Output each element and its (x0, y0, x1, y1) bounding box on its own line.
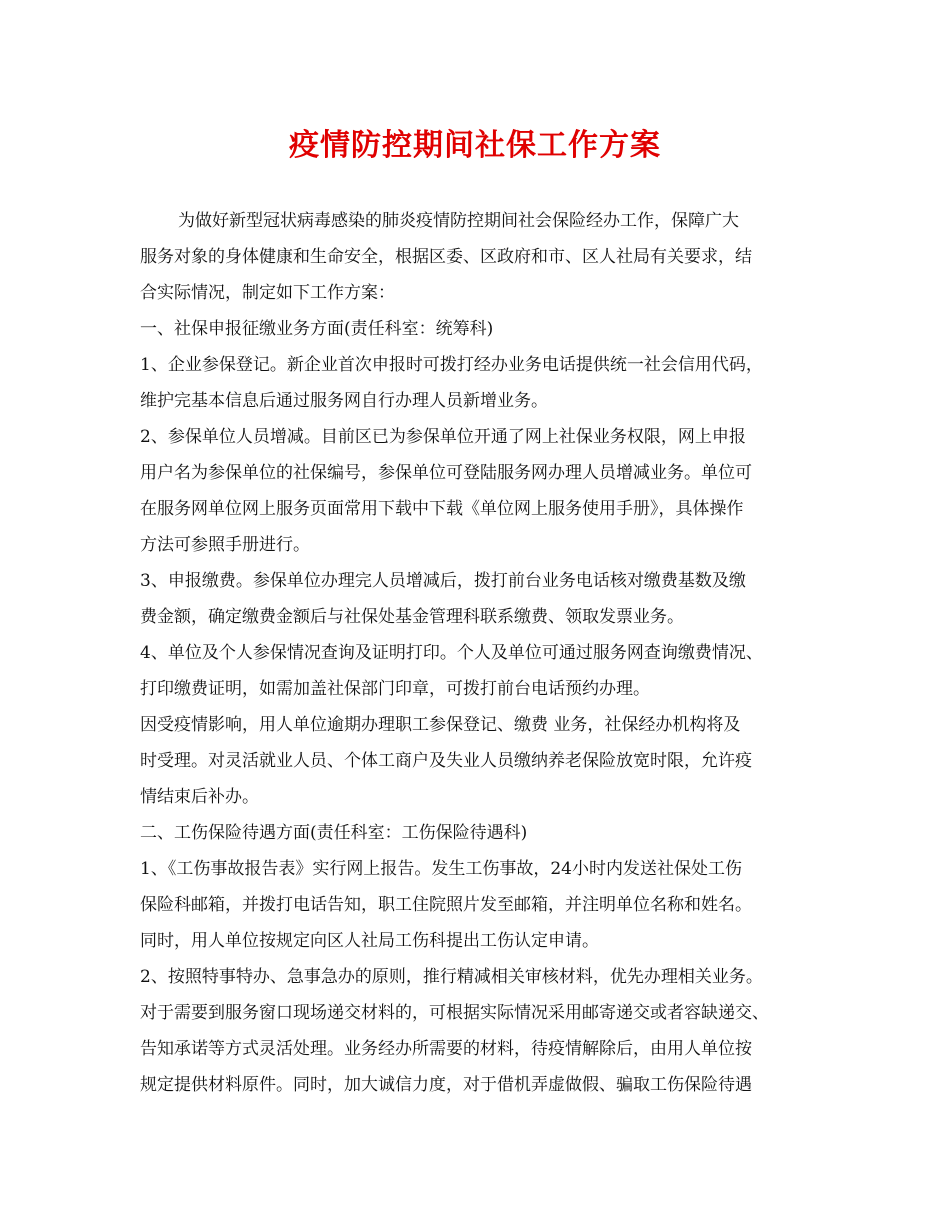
section-heading: 一、社保申报征缴业务方面(责任科室：统筹科) (140, 319, 494, 339)
paragraph-line: 1、《工伤事故报告表》实行网上报告。发生工伤事故，24小时内发送社保处工伤 (140, 859, 742, 879)
paragraph-line: 同时，用人单位按规定向区人社局工伤科提出工伤认定申请。 (140, 931, 599, 951)
paragraph-line: 打印缴费证明，如需加盖社保部门印章，可拨打前台电话预约办理。 (140, 679, 650, 699)
paragraph-line: 告知承诺等方式灵活处理。业务经办所需要的材料，待疫情解除后，由用人单位按 (140, 1039, 752, 1059)
paragraph-line: 情结束后补办。 (140, 787, 259, 807)
section-heading: 二、工伤保险待遇方面(责任科室：工伤保险待遇科) (140, 823, 528, 843)
paragraph-line: 3、申报缴费。参保单位办理完人员增减后，拨打前台业务电话核对缴费基数及缴 (140, 571, 746, 591)
paragraph-line: 时受理。对灵活就业人员、个体工商户及失业人员缴纳养老保险放宽时限，允许疫 (140, 751, 752, 771)
paragraph-line: 服务对象的身体健康和生命安全，根据区委、区政府和市、区人社局有关要求，结 (140, 247, 752, 267)
paragraph-line: 4、单位及个人参保情况查询及证明打印。个人及单位可通过服务网查询缴费情况、 (140, 643, 763, 663)
paragraph-line: 在服务网单位网上服务页面常用下载中下载《单位网上服务使用手册》，具体操作 (140, 499, 744, 519)
paragraph-line: 对于需要到服务窗口现场递交材料的，可根据实际情况采用邮寄递交或者容缺递交、 (140, 1003, 769, 1023)
paragraph-line: 2、参保单位人员增减。目前区已为参保单位开通了网上社保业务权限，网上申报 (140, 427, 746, 447)
document-title: 疫情防控期间社保工作方案 (289, 128, 661, 163)
paragraph-line: 费金额，确定缴费金额后与社保处基金管理科联系缴费、领取发票业务。 (140, 607, 684, 627)
paragraph-line: 用户名为参保单位的社保编号，参保单位可登陆服务网办理人员增减业务。单位可 (140, 463, 752, 483)
document-body (140, 203, 830, 1103)
paragraph-line: 维护完基本信息后通过服务网自行办理人员新增业务。 (140, 391, 548, 411)
paragraph-line: 保险科邮箱，并拨打电话告知，职工住院照片发至邮箱，并注明单位名称和姓名。 (140, 895, 752, 915)
paragraph-line: 1、企业参保登记。新企业首次申报时可拨打经办业务电话提供统一社会信用代码， (140, 355, 763, 375)
paragraph-line: 为做好新型冠状病毒感染的肺炎疫情防控期间社会保险经办工作，保障广大 (178, 211, 739, 231)
paragraph-line: 因受疫情影响，用人单位逾期办理职工参保登记、缴费 业务，社保经办机构将及 (140, 715, 741, 735)
paragraph-line: 合实际情况，制定如下工作方案： (140, 283, 395, 303)
paragraph-line: 方法可参照手册进行。 (140, 535, 310, 555)
paragraph-line: 2、按照特事特办、急事急办的原则，推行精减相关审核材料，优先办理相关业务。 (140, 967, 763, 987)
paragraph-line: 规定提供材料原件。同时，加大诚信力度，对于借机弄虚做假、骗取工伤保险待遇 (140, 1075, 752, 1095)
